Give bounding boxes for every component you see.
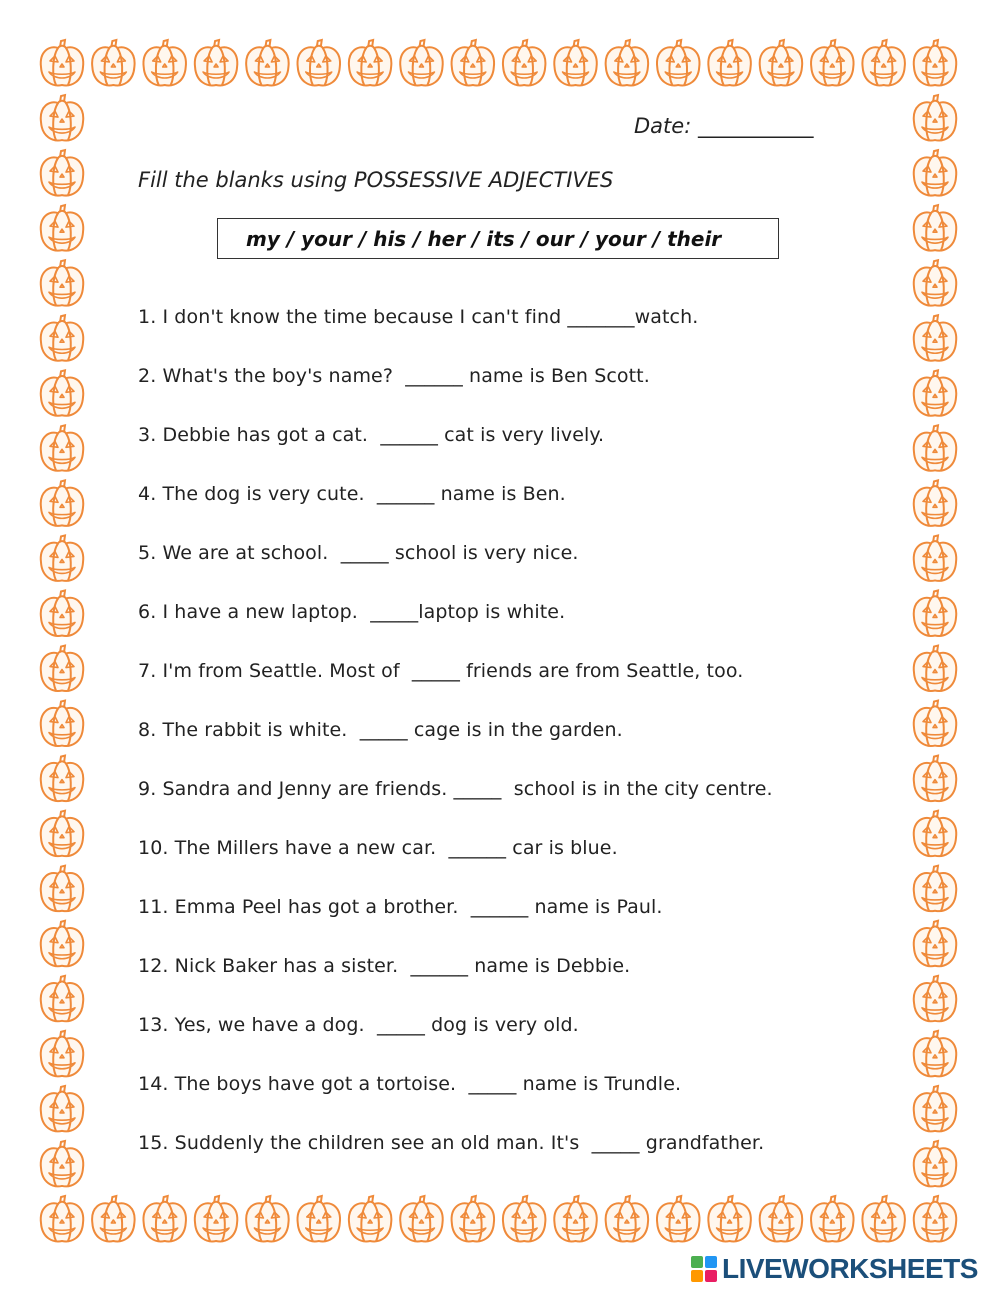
pumpkin-icon xyxy=(760,1196,802,1241)
pumpkin-icon xyxy=(41,150,83,195)
pumpkin-icon xyxy=(914,646,956,691)
pumpkin-icon xyxy=(811,1196,853,1241)
pumpkin-icon xyxy=(914,315,956,360)
pumpkin-icon xyxy=(41,425,83,470)
question-item: 15. Suddenly the children see an old man. It's _____ grandfather. xyxy=(138,1132,765,1154)
question-item: 14. The boys have got a tortoise. _____ name is Trundle. xyxy=(138,1073,682,1095)
pumpkin-icon xyxy=(41,921,83,966)
pumpkin-icon xyxy=(606,40,648,85)
pumpkin-icon xyxy=(349,40,391,85)
pumpkin-icon xyxy=(41,811,83,856)
pumpkin-icon xyxy=(246,1196,288,1241)
pumpkin-icon xyxy=(92,40,134,85)
pumpkin-icon xyxy=(914,205,956,250)
question-item: 7. I'm from Seattle. Most of _____ friends are from Seattle, too. xyxy=(138,660,744,682)
pumpkin-icon xyxy=(400,1196,442,1241)
pumpkin-icon xyxy=(92,1196,134,1241)
pumpkin-icon xyxy=(349,1196,391,1241)
question-item: 2. What's the boy's name? ______ name is Ben Scott. xyxy=(138,365,650,387)
pumpkin-icon xyxy=(41,1141,83,1186)
pumpkin-icon xyxy=(914,921,956,966)
pumpkin-icon xyxy=(298,1196,340,1241)
word-bank-box: my / your / his / her / its / our / your / their xyxy=(217,218,779,259)
pumpkin-icon xyxy=(41,701,83,746)
pumpkin-icon xyxy=(708,1196,750,1241)
pumpkin-icon xyxy=(195,1196,237,1241)
pumpkin-icon xyxy=(914,1031,956,1076)
pumpkin-icon xyxy=(914,590,956,635)
question-item: 4. The dog is very cute. ______ name is Ben. xyxy=(138,483,566,505)
question-item: 5. We are at school. _____ school is very nice. xyxy=(138,542,579,564)
pumpkin-icon xyxy=(914,40,956,85)
pumpkin-icon xyxy=(452,40,494,85)
pumpkin-icon xyxy=(41,646,83,691)
pumpkin-icon xyxy=(41,1031,83,1076)
pumpkin-icon xyxy=(41,976,83,1021)
liveworksheets-logo[interactable] xyxy=(690,1252,978,1286)
pumpkin-icon xyxy=(41,866,83,911)
question-item: 1. I don't know the time because I can't find _______watch. xyxy=(138,306,699,328)
question-item: 9. Sandra and Jenny are friends. _____ school is in the city centre. xyxy=(138,778,773,800)
pumpkin-icon xyxy=(246,40,288,85)
liveworksheets-icon xyxy=(690,1255,718,1283)
pumpkin-icon xyxy=(811,40,853,85)
pumpkin-icon xyxy=(503,40,545,85)
pumpkin-icon xyxy=(760,40,802,85)
pumpkin-icon xyxy=(41,315,83,360)
question-item: 3. Debbie has got a cat. ______ cat is very lively. xyxy=(138,424,605,446)
pumpkin-icon xyxy=(708,40,750,85)
pumpkin-icon xyxy=(914,260,956,305)
question-item: 6. I have a new laptop. _____laptop is white. xyxy=(138,601,566,623)
pumpkin-icon xyxy=(914,701,956,746)
instruction-heading: Fill the blanks using POSSESSIVE ADJECTIVES xyxy=(138,168,614,192)
pumpkin-icon xyxy=(914,370,956,415)
pumpkin-icon xyxy=(657,1196,699,1241)
pumpkin-icon xyxy=(400,40,442,85)
pumpkin-icon xyxy=(195,40,237,85)
pumpkin-icon xyxy=(41,535,83,580)
pumpkin-icon xyxy=(41,40,83,85)
pumpkin-icon xyxy=(554,40,596,85)
pumpkin-icon xyxy=(914,1141,956,1186)
pumpkin-icon xyxy=(914,95,956,140)
pumpkin-icon xyxy=(914,976,956,1021)
logo-text: LIVEWORKSHEETS xyxy=(722,1253,978,1284)
question-item: 13. Yes, we have a dog. _____ dog is very old. xyxy=(138,1014,579,1036)
pumpkin-icon xyxy=(41,260,83,305)
pumpkin-icon xyxy=(914,866,956,911)
pumpkin-icon xyxy=(914,811,956,856)
pumpkin-icon xyxy=(41,205,83,250)
pumpkin-icon xyxy=(41,370,83,415)
pumpkin-icon xyxy=(503,1196,545,1241)
pumpkin-icon xyxy=(914,480,956,525)
question-item: 8. The rabbit is white. _____ cage is in the garden. xyxy=(138,719,623,741)
pumpkin-icon xyxy=(41,1086,83,1131)
question-item: 12. Nick Baker has a sister. ______ name is Debbie. xyxy=(138,955,631,977)
pumpkin-icon xyxy=(914,425,956,470)
pumpkin-icon xyxy=(41,95,83,140)
pumpkin-icon xyxy=(914,535,956,580)
pumpkin-icon xyxy=(41,480,83,525)
pumpkin-icon xyxy=(143,1196,185,1241)
pumpkin-icon xyxy=(554,1196,596,1241)
pumpkin-icon xyxy=(41,1196,83,1241)
pumpkin-icon xyxy=(657,40,699,85)
pumpkin-icon xyxy=(41,590,83,635)
pumpkin-icon xyxy=(914,756,956,801)
pumpkin-icon xyxy=(298,40,340,85)
date-field: Date: ___________ xyxy=(634,114,814,138)
question-item: 10. The Millers have a new car. ______ car is blue. xyxy=(138,837,618,859)
question-item: 11. Emma Peel has got a brother. ______ name is Paul. xyxy=(138,896,663,918)
pumpkin-icon xyxy=(606,1196,648,1241)
pumpkin-icon xyxy=(914,1196,956,1241)
pumpkin-icon xyxy=(862,40,904,85)
pumpkin-icon xyxy=(41,756,83,801)
pumpkin-icon xyxy=(862,1196,904,1241)
pumpkin-icon xyxy=(452,1196,494,1241)
pumpkin-icon xyxy=(143,40,185,85)
pumpkin-icon xyxy=(914,1086,956,1131)
pumpkin-icon xyxy=(914,150,956,195)
